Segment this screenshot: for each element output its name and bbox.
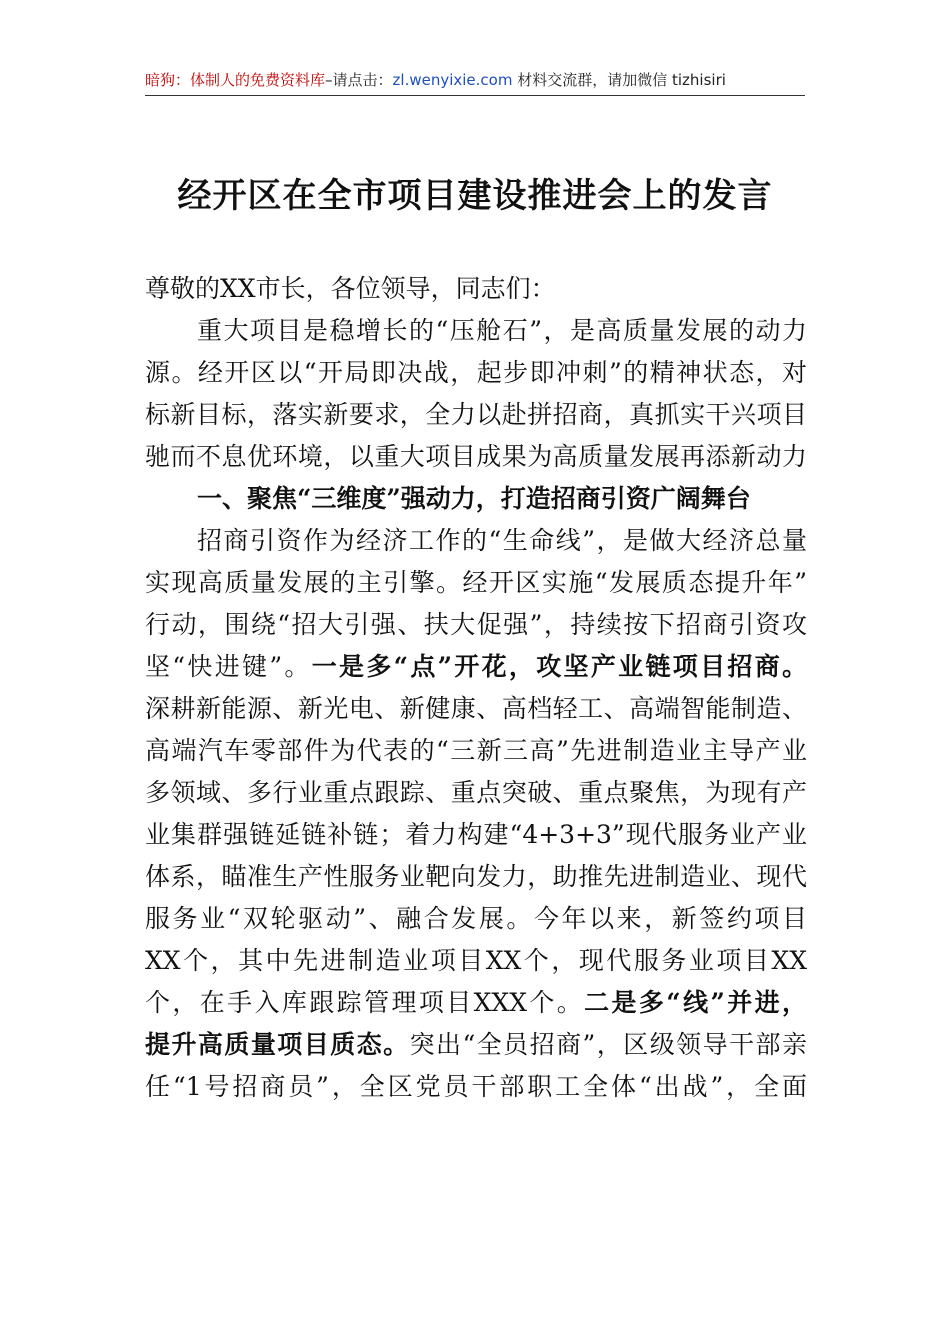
point-heading: 二是多“线”并进，	[584, 988, 807, 1017]
paragraph-line: 驰而不息优环境，以重大项目成果为高质量发展再添新动力	[145, 442, 807, 471]
paragraph-text: 个，在手入库跟踪管理项目XXX个。	[145, 988, 585, 1017]
paragraph-text: 突出“全员招商”，区级领导干部亲	[409, 1030, 807, 1059]
paragraph-line: XX个，其中先进制造业项目XX个，现代服务业项目XX	[145, 946, 807, 975]
point-heading: 提升高质量项目质态。	[145, 1030, 410, 1059]
document-body	[145, 268, 807, 1108]
paragraph-line: 行动，围绕“招大引强、扶大促强”，持续按下招商引资攻	[145, 610, 807, 639]
header-divider	[145, 95, 805, 96]
paragraph-line: 深耕新能源、新光电、新健康、高档轻工、高端智能制造、	[145, 694, 807, 723]
header-banner	[145, 66, 805, 94]
paragraph-line	[145, 1024, 807, 1066]
header-wechat-note: 材料交流群，请加微信 tizhisiri	[512, 71, 726, 89]
paragraph-line	[145, 982, 807, 1024]
paragraph-line: 重大项目是稳增长的“压舱石”，是高质量发展的动力	[197, 316, 807, 345]
header-site-name: 暗狗：体制人的免费资料库	[145, 71, 326, 89]
salutation: 尊敬的XX市长，各位领导，同志们：	[145, 274, 556, 303]
paragraph-line: 实现高质量发展的主引擎。经开区实施“发展质态提升年”	[145, 568, 807, 597]
paragraph-line: 服务业“双轮驱动”、融合发展。今年以来，新签约项目	[145, 904, 807, 933]
paragraph-line: 体系，瞄准生产性服务业靶向发力，助推先进制造业、现代	[145, 862, 807, 891]
point-heading: 一是多“点”开花，攻坚产业链项目招商。	[311, 652, 807, 681]
document-title: 经开区在全市项目建设推进会上的发言	[177, 176, 773, 216]
header-click-prompt: –请点击：	[325, 71, 393, 89]
paragraph-line: 任“1号招商员”，全区党员干部职工全体“出战”，全面	[145, 1072, 807, 1101]
paragraph-line: 业集群强链延链补链；着力构建“4+3+3”现代服务业产业	[145, 820, 807, 849]
header-link[interactable]: zl.wenyixie.com	[392, 71, 513, 89]
paragraph-line	[145, 646, 807, 688]
paragraph-line: 招商引资作为经济工作的“生命线”，是做大经济总量	[197, 526, 807, 555]
section-heading: 一、聚焦“三维度”强动力，打造招商引资广阔舞台	[197, 484, 751, 513]
paragraph-line: 源。经开区以“开局即决战，起步即冲刺”的精神状态，对	[145, 358, 807, 387]
paragraph-line: 高端汽车零部件为代表的“三新三高”先进制造业主导产业	[145, 736, 807, 765]
paragraph-text: 坚“快进键”。	[145, 652, 312, 681]
paragraph-line: 标新目标，落实新要求，全力以赴拼招商，真抓实干兴项目	[145, 400, 807, 429]
paragraph-line: 多领域、多行业重点跟踪、重点突破、重点聚焦，为现有产	[145, 778, 807, 807]
